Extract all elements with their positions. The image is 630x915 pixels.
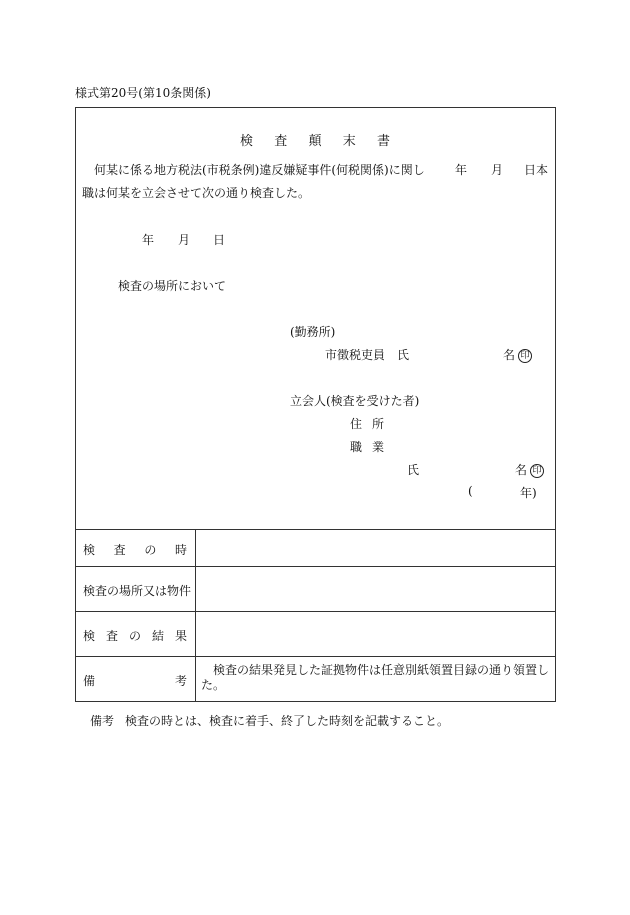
form-number: 様式第20号(第10条関係): [75, 86, 211, 100]
footnote-text: 検査の時とは、検査に着手、終了した時刻を記載すること。: [125, 714, 450, 728]
label-char: 検: [83, 543, 96, 557]
label-char: の: [144, 543, 157, 557]
witness-occupation-label: [350, 438, 384, 455]
witness-heading: 立会人(検査を受けた者): [290, 394, 420, 408]
witness-address-label: [350, 415, 384, 432]
label-char: 査: [105, 629, 118, 643]
official-title: 市徴税吏員: [325, 348, 386, 362]
title-char: 末: [342, 134, 356, 149]
label-char: 査: [113, 543, 126, 557]
date-year: 年: [142, 233, 155, 247]
label-char: 結: [151, 629, 164, 643]
table-column-divider: [195, 529, 196, 702]
intro-day: 日本: [524, 163, 549, 177]
inspection-place-line: 検査の場所において: [118, 279, 227, 293]
document-title: [240, 130, 390, 149]
row-label-inspection-place: 検査の場所又は物件: [83, 584, 192, 598]
label-char: の: [128, 629, 141, 643]
intro-year: 年: [455, 163, 468, 177]
intro-month: 月: [491, 163, 504, 177]
table-divider: [75, 529, 556, 530]
official-name-label-2: [503, 346, 532, 363]
title-char: 査: [274, 134, 288, 149]
row-label-remarks: [83, 672, 187, 689]
table-divider: [75, 656, 556, 657]
label-char: 考: [174, 674, 187, 688]
label-char: 検: [83, 629, 96, 643]
intro-line-1: 何某に係る地方税法(市税条例)違反嫌疑事件(何税関係)に関し: [94, 163, 425, 177]
label-char: 備: [83, 674, 96, 688]
title-char: 検: [240, 134, 254, 149]
row-value-remarks: 検査の結果発見した証拠物件は任意別紙領置目録の通り領置した。: [201, 663, 550, 692]
label-char: 職: [350, 440, 363, 454]
witness-name-label-1: 氏: [407, 463, 420, 477]
row-label-inspection-result: [83, 627, 187, 644]
table-divider: [75, 566, 556, 567]
witness-age-open: (: [468, 484, 473, 498]
seal-icon: 印: [518, 349, 532, 363]
label-char: 住: [350, 417, 363, 431]
title-char: 書: [376, 134, 390, 149]
witness-age-close: 年): [520, 486, 537, 500]
seal-icon: 印: [530, 464, 544, 478]
title-char: 顛: [308, 134, 322, 149]
witness-name-label-2: [515, 461, 544, 478]
intro-line-2: 職は何某を立会させて次の通り検査した。: [82, 186, 311, 200]
label-char: 果: [174, 629, 187, 643]
witness-name-label-2-text: 名: [515, 463, 528, 477]
label-char: 時: [174, 543, 187, 557]
date-day: 日: [213, 233, 226, 247]
table-divider: [75, 611, 556, 612]
official-name-label-1: 氏: [397, 348, 410, 362]
label-char: 所: [371, 417, 384, 431]
footnote-label: 備考: [90, 714, 115, 728]
official-name-label-2-text: 名: [503, 348, 516, 362]
row-label-inspection-time: [83, 541, 187, 558]
label-char: 業: [371, 440, 384, 454]
date-month: 月: [178, 233, 191, 247]
official-workplace: (勤務所): [290, 325, 336, 339]
